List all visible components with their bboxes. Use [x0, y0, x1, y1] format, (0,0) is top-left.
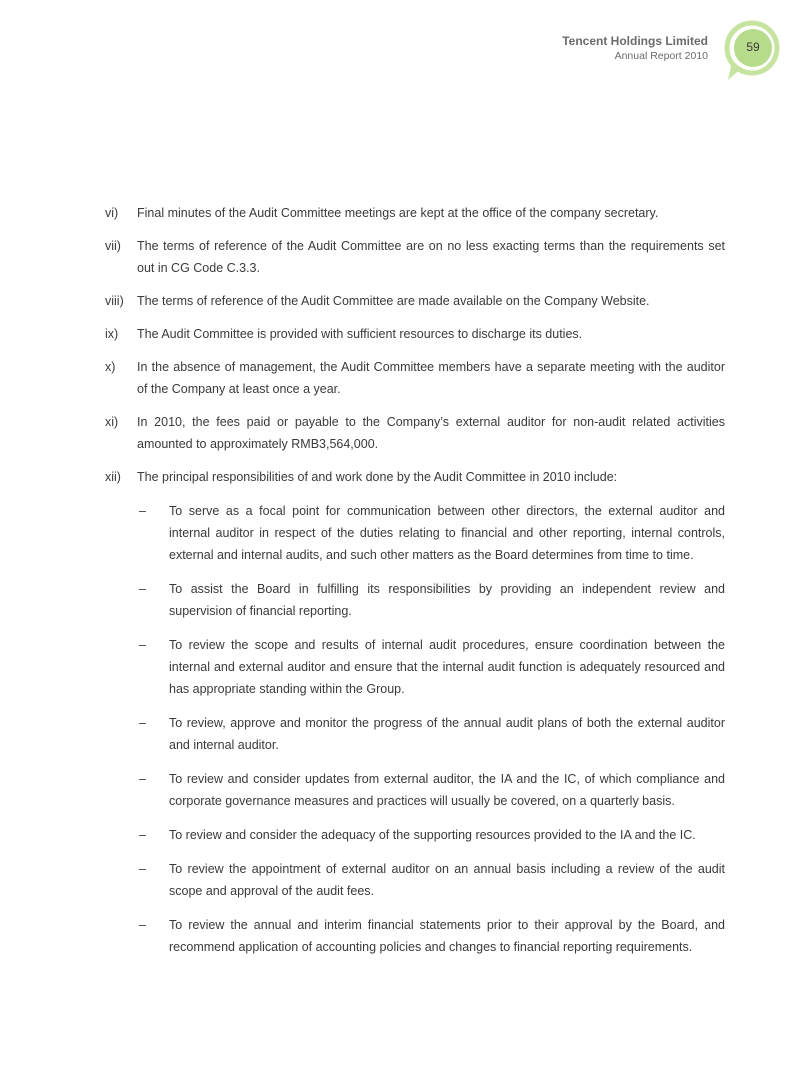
dash-bullet: – [139, 582, 146, 596]
sub-item-text: To assist the Board in fulfilling its responsibilities by providing an independent review and supervision of financial reporting. [169, 582, 725, 618]
sub-list-item [137, 858, 725, 902]
dash-bullet: – [139, 862, 146, 876]
item-text: In the absence of management, the Audit Committee members have a separate meeting with the auditor of the Company at least once a year. [137, 360, 725, 396]
item-number: ix) [105, 327, 119, 341]
item-number: viii) [105, 294, 124, 308]
sub-item-text: To review the scope and results of internal audit procedures, ensure coordination between the internal and external auditor and ensure that the internal audit function is adequately resourced and has appropriate standing within the Group. [169, 638, 725, 696]
item-text: The terms of reference of the Audit Committee are on no less exacting terms than the requirements set out in CG Code C.3.3. [137, 239, 725, 275]
list-item [105, 356, 725, 400]
sub-list-item [137, 500, 725, 566]
item-number: xi) [105, 415, 119, 429]
list-item [105, 235, 725, 279]
sub-item-text: To review the appointment of external auditor on an annual basis including a review of the audit scope and approval of the audit fees. [169, 862, 725, 898]
list-item [105, 202, 725, 224]
sub-list-item [137, 634, 725, 700]
sub-list-item [137, 914, 725, 958]
sub-list-item [137, 768, 725, 812]
list-item [105, 323, 725, 345]
sub-item-text: To review and consider updates from external auditor, the IA and the IC, of which compliance and corporate governance measures and practices will usually be covered, on a quarterly basis. [169, 772, 725, 808]
item-number: xii) [105, 470, 121, 484]
dash-bullet: – [139, 772, 146, 786]
audit-committee-list [105, 202, 725, 970]
sub-item-text: To review, approve and monitor the progress of the annual audit plans of both the external auditor and internal auditor. [169, 716, 725, 752]
responsibilities-list [137, 500, 725, 958]
dash-bullet: – [139, 504, 146, 518]
dash-bullet: – [139, 716, 146, 730]
sub-item-text: To serve as a focal point for communication between other directors, the external auditor and internal auditor in respect of the duties relating to financial and other reporting, internal controls, external and internal audits, and such other matters as the Board determines from time to time. [169, 504, 725, 562]
page-number: 59 [746, 40, 760, 54]
list-item [105, 466, 725, 958]
dash-bullet: – [139, 638, 146, 652]
sub-item-text: To review and consider the adequacy of the supporting resources provided to the IA and the IC. [169, 828, 696, 842]
item-number: vi) [105, 206, 119, 220]
list-item [105, 290, 725, 312]
page-header [0, 0, 800, 110]
sub-list-item [137, 824, 725, 846]
item-text: In 2010, the fees paid or payable to the Company’s external auditor for non-audit related activities amounted to approximately RMB3,564,000. [137, 415, 725, 451]
item-text: Final minutes of the Audit Committee meetings are kept at the office of the company secretary. [137, 206, 659, 220]
report-title: Annual Report 2010 [614, 50, 708, 62]
item-number: vii) [105, 239, 121, 253]
list-item [105, 411, 725, 455]
sub-item-text: To review the annual and interim financial statements prior to their approval by the Board, and recommend application of accounting policies and changes to financial reporting requirements. [169, 918, 725, 954]
sub-list-item [137, 578, 725, 622]
item-number: x) [105, 360, 116, 374]
sub-list-item [137, 712, 725, 756]
dash-bullet: – [139, 828, 146, 842]
company-name: Tencent Holdings Limited [562, 34, 708, 48]
item-text: The terms of reference of the Audit Committee are made available on the Company Website. [137, 294, 650, 308]
dash-bullet: – [139, 918, 146, 932]
item-text: The principal responsibilities of and work done by the Audit Committee in 2010 include: [137, 470, 618, 484]
item-text: The Audit Committee is provided with sufficient resources to discharge its duties. [137, 327, 583, 341]
